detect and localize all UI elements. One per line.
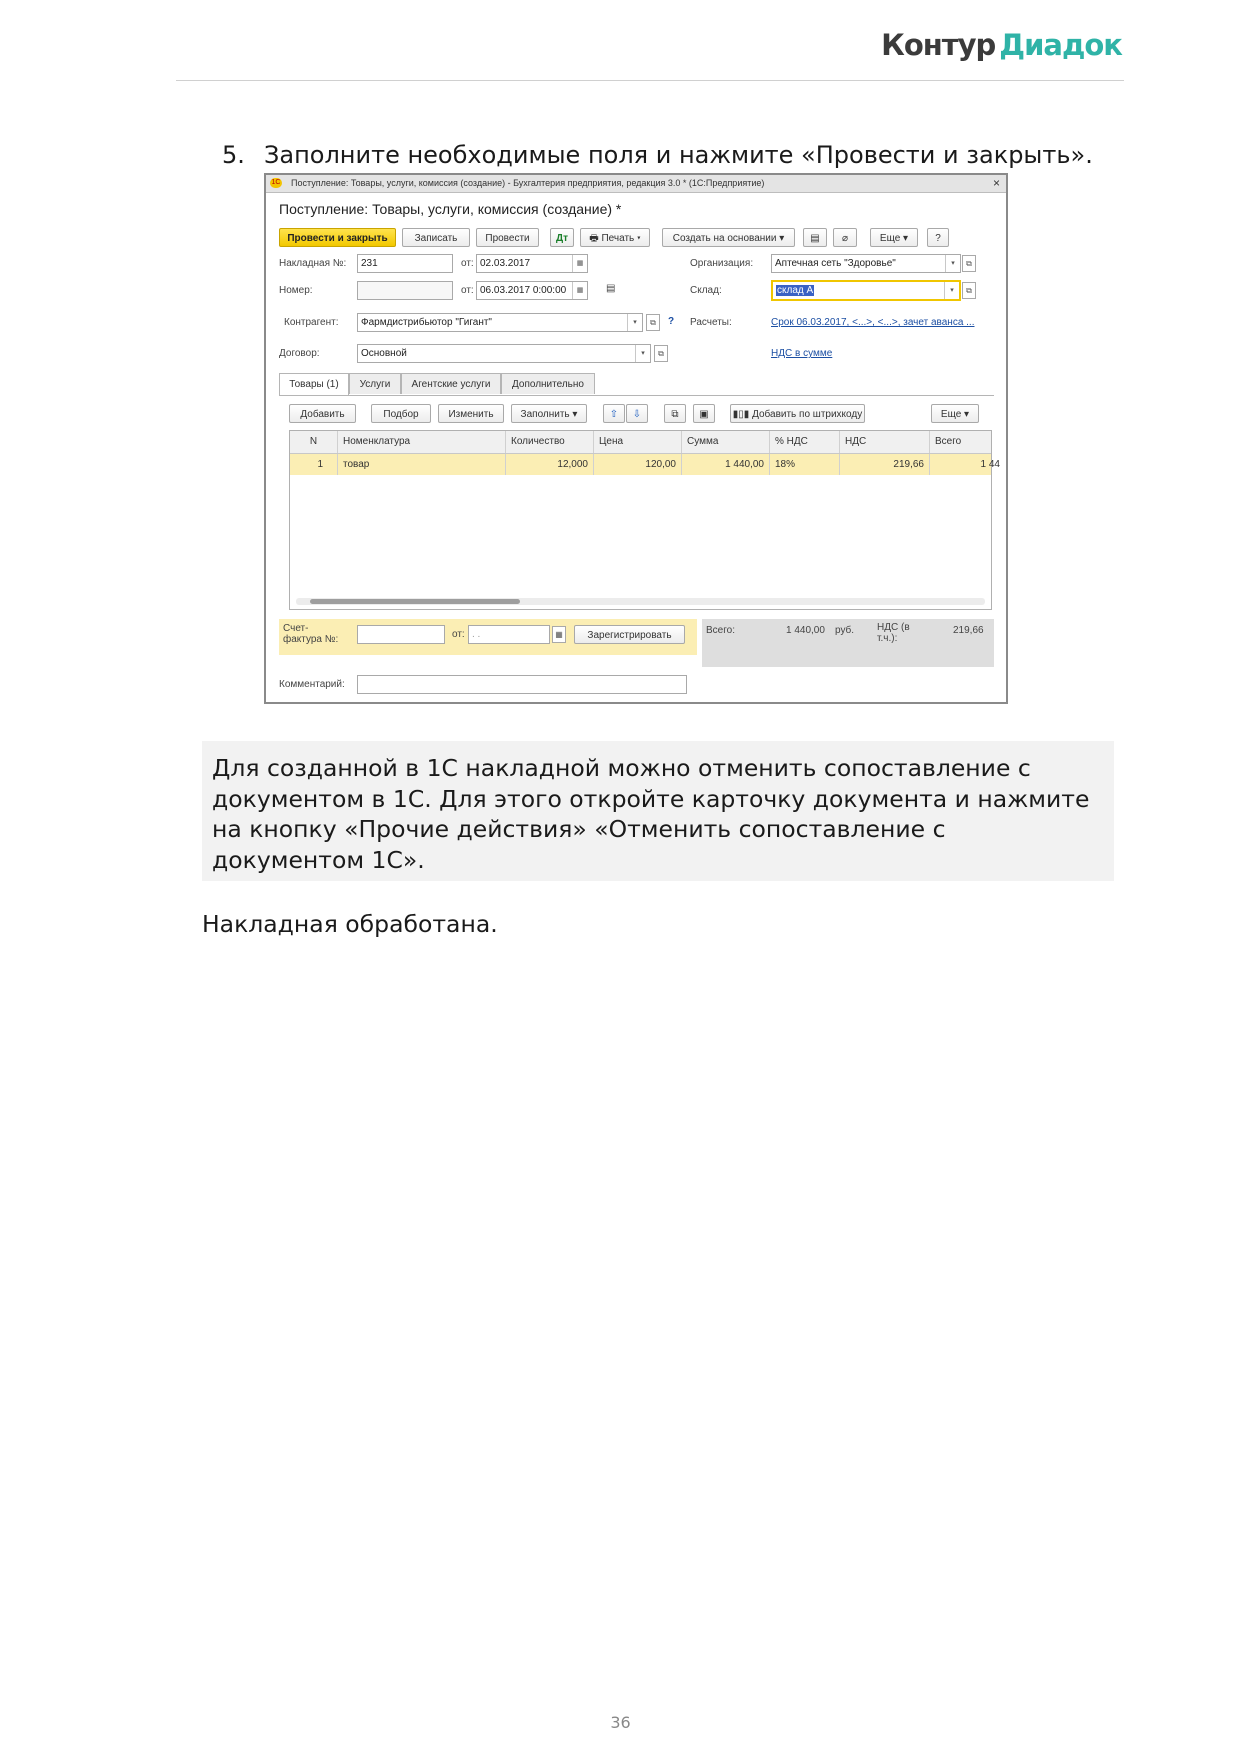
grid-more-button[interactable]: Еще ▾	[931, 404, 979, 423]
settlements-label: Расчеты:	[690, 317, 732, 328]
vat-total-value: 219,66	[953, 625, 984, 636]
totals-panel	[702, 619, 994, 667]
vat-total-label: НДС (в т.ч.):	[877, 622, 910, 644]
row-sum: 1 440,00	[682, 454, 770, 475]
column-header[interactable]: N	[290, 431, 338, 453]
register-button[interactable]: Зарегистрировать	[574, 625, 685, 644]
number-date-label: от:	[461, 285, 474, 296]
row-vat-rate: 18%	[770, 454, 840, 475]
help-button[interactable]: ?	[927, 228, 949, 247]
pick-button[interactable]: Подбор	[371, 404, 431, 423]
tab-additional[interactable]: Дополнительно	[501, 373, 595, 394]
result-paragraph: Накладная обработана.	[202, 910, 498, 938]
row-number: 1	[290, 454, 338, 475]
sf-label: Счет-фактура №:	[283, 623, 339, 645]
document-title: Поступление: Товары, услуги, комиссия (создание) *	[279, 201, 622, 217]
invoice-register-panel	[279, 619, 697, 655]
row-vat: 219,66	[840, 454, 930, 475]
column-header[interactable]: Номенклатура	[338, 431, 506, 453]
number-label: Номер:	[279, 285, 313, 296]
chevron-down-icon: ▾	[961, 409, 970, 420]
organization-input[interactable]: Аптечная сеть "Здоровье" ▾	[771, 254, 961, 273]
invoice-date-input[interactable]: 02.03.2017 ▦	[476, 254, 588, 273]
kontur-diadok-logo: Контур Диадок	[881, 28, 1122, 62]
invoice-date-label: от:	[461, 258, 474, 269]
more-button[interactable]: Еще ▾	[870, 228, 918, 247]
info-note	[202, 741, 1114, 881]
info-note-text: Для созданной в 1С накладной можно отменить сопоставление с документом в 1С. Для этого откройте карточку документа и нажмите на кнопку «Прочие действия» «Отменить сопоставление с документом 1С».	[212, 754, 1090, 874]
chevron-down-icon[interactable]: ▾	[945, 255, 960, 272]
header-divider	[176, 80, 1124, 81]
printer-icon: 🖶	[589, 233, 602, 244]
1c-document-window	[264, 173, 1008, 704]
number-date-input[interactable]: 06.03.2017 0:00:00 ▦	[476, 281, 588, 300]
step-number: 5.	[222, 141, 245, 169]
tab-services[interactable]: Услуги	[349, 373, 401, 394]
chevron-down-icon[interactable]: ▾	[944, 282, 959, 299]
barcode-icon: ▮▯▮	[732, 409, 753, 420]
row-item: товар	[338, 454, 506, 475]
step-instruction	[222, 141, 1093, 169]
chevron-down-icon: ▾	[569, 409, 578, 420]
row-total: 1 44	[980, 459, 1000, 470]
invoice-number-input[interactable]: 231	[357, 254, 453, 273]
chevron-down-icon[interactable]: ▾	[635, 345, 650, 362]
currency: руб.	[835, 625, 855, 636]
table-row[interactable]	[290, 454, 1000, 475]
row-price: 120,00	[594, 454, 682, 475]
chevron-down-icon: ▾	[900, 233, 909, 244]
horizontal-scrollbar[interactable]	[296, 598, 985, 605]
counterparty-input[interactable]: Фармдистрибьютор "Гигант" ▾	[357, 313, 643, 332]
chevron-down-icon: ▾	[634, 233, 641, 244]
total-label: Всего:	[706, 625, 735, 636]
open-link-icon[interactable]: ⧉	[654, 345, 668, 362]
tab-agent-services[interactable]: Агентские услуги	[401, 373, 501, 394]
scrollbar-thumb[interactable]	[310, 599, 520, 604]
contract-input[interactable]: Основной ▾	[357, 344, 651, 363]
step-text: Заполните необходимые поля и нажмите «Провести и закрыть».	[264, 141, 1093, 169]
copy-icon[interactable]: ⧉	[664, 404, 686, 423]
add-row-button[interactable]: Добавить	[289, 404, 356, 423]
comment-label: Комментарий:	[279, 679, 345, 690]
paste-icon[interactable]: ▣	[693, 404, 715, 423]
post-and-close-button[interactable]: Провести и закрыть	[279, 228, 396, 247]
calendar-icon[interactable]: ▦	[572, 255, 587, 272]
fill-button[interactable]: Заполнить ▾	[511, 404, 587, 423]
post-button[interactable]: Провести	[476, 228, 539, 247]
chevron-down-icon: ▾	[776, 233, 785, 244]
list-icon[interactable]: ▤	[606, 283, 616, 294]
sf-date-label: от:	[452, 629, 465, 640]
dt-kt-icon[interactable]: Дт	[550, 228, 574, 247]
open-link-icon[interactable]: ⧉	[962, 282, 976, 299]
column-header[interactable]: Количество	[506, 431, 594, 453]
app-1c-icon: 1С	[271, 179, 281, 186]
contract-label: Договор:	[279, 348, 320, 359]
column-header[interactable]: Всего	[935, 436, 962, 447]
warehouse-input[interactable]: склад А ▾	[771, 280, 961, 301]
settlements-link[interactable]: Срок 06.03.2017, <...>, <...>, зачет аванса ...	[771, 317, 975, 328]
report-icon[interactable]: ▤	[803, 228, 827, 247]
counterparty-label: Контрагент:	[284, 317, 339, 328]
move-down-icon[interactable]: ⇩	[626, 404, 648, 423]
window-title: Поступление: Товары, услуги, комиссия (создание) - Бухгалтерия предприятия, редакция 3.0 * (1С:Предприятие)	[291, 178, 765, 188]
move-up-icon[interactable]: ⇧	[603, 404, 625, 423]
organization-label: Организация:	[690, 258, 754, 269]
window-titlebar	[266, 175, 1006, 193]
column-header[interactable]: Цена	[594, 431, 682, 453]
tab-goods[interactable]: Товары (1)	[279, 373, 349, 395]
change-button[interactable]: Изменить	[438, 404, 504, 423]
vat-in-sum-link[interactable]: НДС в сумме	[771, 348, 833, 359]
column-header[interactable]: НДС	[840, 431, 930, 453]
row-quantity: 12,000	[506, 454, 594, 475]
column-header[interactable]: Сумма	[682, 431, 770, 453]
open-link-icon[interactable]: ⧉	[962, 255, 976, 272]
goods-table	[289, 430, 1000, 610]
column-header[interactable]: % НДС	[770, 431, 840, 453]
sf-number-input[interactable]	[357, 625, 445, 644]
add-by-barcode-button[interactable]: ▮▯▮ Добавить по штрихкоду	[730, 404, 865, 423]
total-value: 1 440,00	[786, 625, 825, 636]
attachment-icon[interactable]: ⌀	[833, 228, 857, 247]
calendar-icon[interactable]: ▦	[552, 626, 566, 643]
open-link-icon[interactable]: ⧉	[646, 314, 660, 331]
invoice-number-label: Накладная №:	[279, 258, 347, 269]
comment-input[interactable]	[357, 675, 687, 694]
warehouse-label: Склад:	[690, 285, 722, 296]
number-input[interactable]	[357, 281, 453, 300]
calendar-icon[interactable]: ▦	[572, 282, 587, 299]
sf-date-input[interactable]: . .	[468, 625, 550, 644]
create-based-on-button[interactable]: Создать на основании ▾	[662, 228, 795, 247]
save-button[interactable]: Записать	[402, 228, 470, 247]
chevron-down-icon[interactable]: ▾	[627, 314, 642, 331]
question-mark[interactable]: ?	[668, 316, 675, 327]
table-header	[290, 431, 991, 454]
print-button[interactable]: 🖶 Печать ▾	[580, 228, 650, 247]
close-icon[interactable]: ×	[992, 176, 1000, 190]
tab-bar	[279, 373, 994, 396]
page-number: 36	[610, 1713, 631, 1732]
